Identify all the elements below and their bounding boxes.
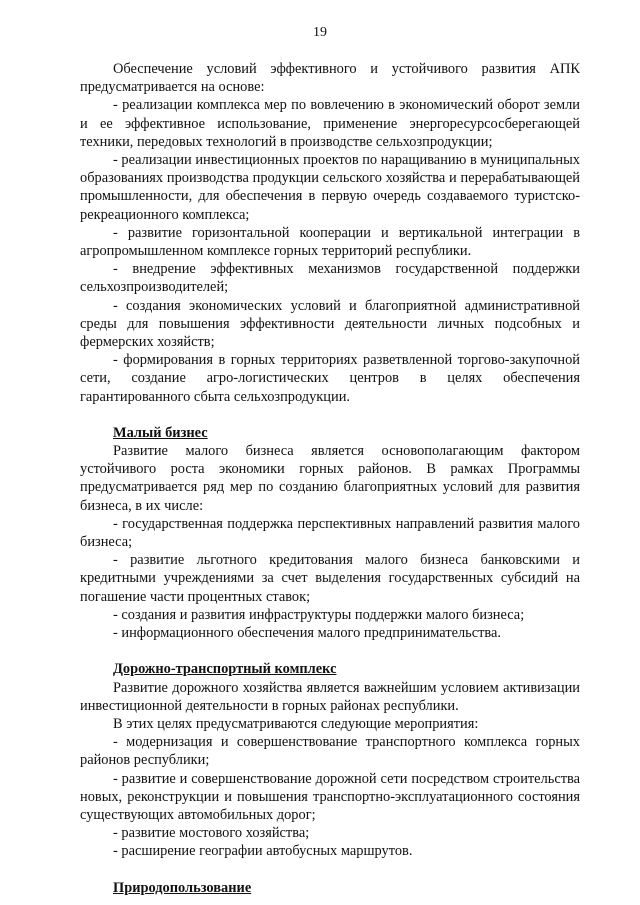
list-item: - развитие и совершенствование дорожной сети посредством строительства новых, реконструкции и повышения транспортно-эксплуатационного состояния существующих автомобильных дорог; [80,770,580,823]
page-number: 19 [313,25,327,40]
document-body [80,60,580,897]
list-item: - информационного обеспечения малого предпринимательства. [113,625,502,642]
list-item: - развитие мостового хозяйства; [113,825,310,842]
list-item: - государственная поддержка перспективных направлений развития малого бизнеса; [80,515,580,551]
section-small-business [80,424,580,642]
list-item: - развитие горизонтальной кооперации и вертикальной интеграции в агропромышленном комплексе горных территорий республики. [80,224,580,260]
section-transport [80,660,580,860]
list-item: - внедрение эффективных механизмов государственной поддержки сельхозпроизводителей; [80,261,580,296]
list-item: - реализации инвестиционных проектов по наращиванию в муниципальных образованиях производства продукции сельского хозяйства и перерабатывающей промышленности, для обеспечения в первую очередь создаваемого туристско-рекреационного комплекса; [80,152,580,223]
section-agro [80,60,580,406]
list-item: - создания и развития инфраструктуры поддержки малого бизнеса; [113,606,525,623]
paragraph: Развитие дорожного хозяйства является важнейшим условием активизации инвестиционной деятельности в горных районах республики. [80,679,580,714]
list-item: - модернизация и совершенствование транспортного комплекса горных районов республики; [80,734,580,769]
list-item: - создания экономических условий и благоприятной административной среды для повышения эффективности деятельности личных подсобных и фермерских хозяйств; [80,297,580,351]
section-heading: Дорожно-транспортный комплекс [113,661,337,678]
section-spacer [80,642,580,660]
paragraph: Обеспечение условий эффективного и устойчивого развития АПК предусматривается на основе: [80,61,580,96]
list-item: - формирования в горных территориях разветвленной торгово-закупочной сети, создание агро-логистических центров в целях обеспечения гарантированного сбыта сельхозпродукции. [80,352,580,405]
paragraph: Развитие малого бизнеса является основополагающим фактором устойчивого роста экономики горных районов. В рамках Программы предусматривается ряд мер по созданию благоприятных условий для развития бизнеса, в их числе: [80,443,580,514]
section-spacer [80,861,580,879]
section-heading: Природопользование [113,879,252,896]
section-nature [80,879,580,897]
section-heading: Малый бизнес [113,424,208,441]
list-item: - реализации комплекса мер по вовлечению в экономический оборот земли и ее эффективное использование, применение энергоресурсосберегающей техники, передовых технологий в производстве сельхозпродукции; [80,97,580,150]
section-spacer [80,406,580,424]
paragraph: В этих целях предусматриваются следующие мероприятия: [113,715,479,732]
list-item: - развитие льготного кредитования малого бизнеса банковскими и кредитными учреждениями за счет выделения государственных субсидий на погашение части процентных ставок; [80,552,580,605]
list-item: - расширение географии автобусных маршрутов. [113,843,413,860]
